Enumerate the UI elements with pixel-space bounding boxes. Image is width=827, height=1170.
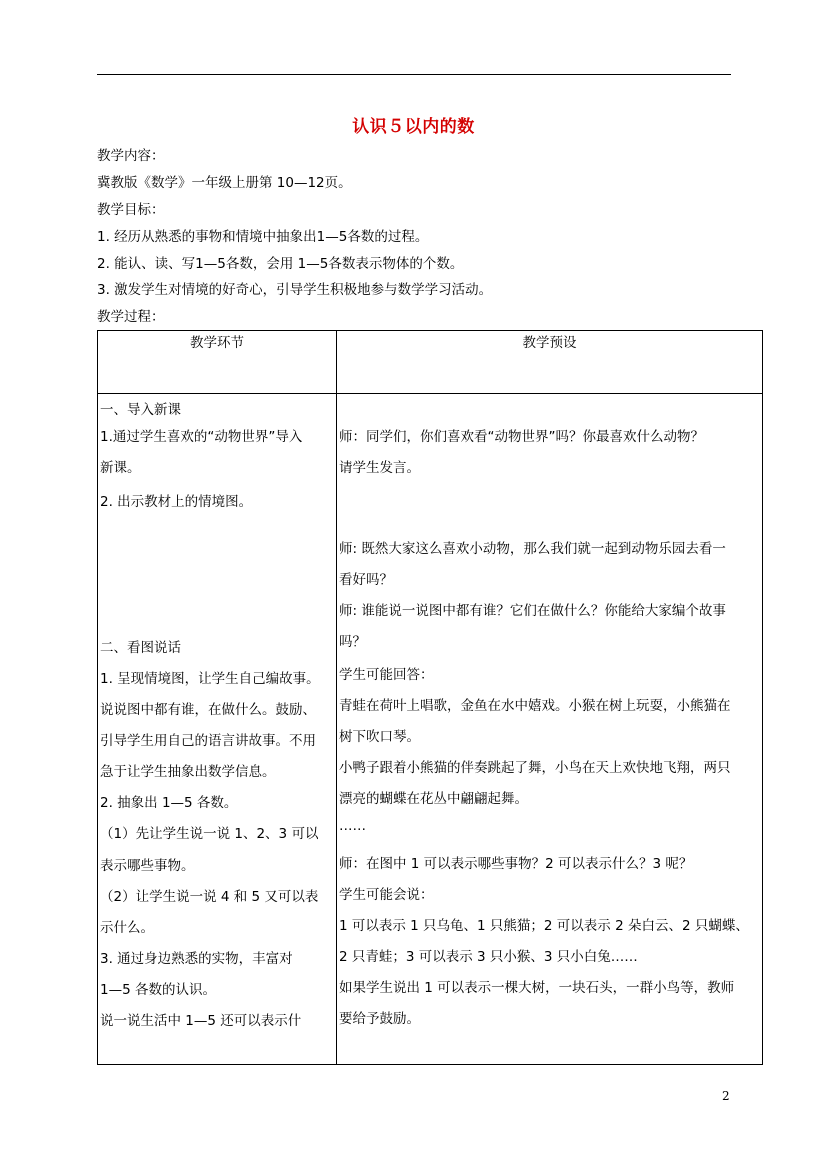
plan-line: 看好吗？ bbox=[339, 572, 393, 588]
plan-line: 漂亮的蝴蝶在花丛中翩翩起舞。 bbox=[339, 791, 528, 807]
plan-line: 2 只青蛙；3 可以表示 3 只小猴、3 只小白兔…… bbox=[339, 949, 638, 965]
stage-line: 表示哪些事物。 bbox=[100, 858, 195, 874]
teaching-stage-cell bbox=[98, 394, 337, 1065]
stage-line: 1. 呈现情境图，让学生自己编故事。 bbox=[100, 671, 320, 687]
stage-line: （2）让学生说一说 4 和 5 又可以表 bbox=[100, 889, 319, 905]
plan-line: 师: 既然大家这么喜欢小动物，那么我们就一起到动物乐园去看一 bbox=[339, 541, 726, 557]
plan-line: 学生可能回答： bbox=[339, 667, 434, 683]
stage-line: 示什么。 bbox=[100, 920, 154, 936]
page-number: 2 bbox=[722, 1089, 730, 1103]
plan-line: …… bbox=[339, 818, 366, 834]
teaching-plan-cell bbox=[337, 394, 763, 1065]
stage-line: 2. 抽象出 1—5 各数。 bbox=[100, 795, 238, 811]
stage-line: 急于让学生抽象出数学信息。 bbox=[100, 764, 276, 780]
intro-line: 冀教版《数学》一年级上册第 10—12页。 bbox=[97, 175, 352, 191]
plan-line: 1 可以表示 1 只乌龟、1 只熊猫；2 可以表示 2 朵白云、2 只蝴蝶、 bbox=[339, 918, 749, 934]
stage-line: 2. 出示教材上的情境图。 bbox=[100, 494, 253, 510]
plan-line: 师：同学们，你们喜欢看“动物世界”吗？你最喜欢什么动物？ bbox=[339, 429, 704, 445]
header-teaching-stage: 教学环节 bbox=[98, 331, 337, 394]
plan-line: 青蛙在荷叶上唱歌，金鱼在水中嬉戏。小猴在树上玩耍，小熊猫在 bbox=[339, 698, 731, 714]
stage-line: 说说图中都有谁，在做什么。鼓励、 bbox=[100, 702, 316, 718]
plan-line: 师: 谁能说一说图中都有谁？它们在做什么？你能给大家编个故事 bbox=[339, 603, 726, 619]
plan-line: 请学生发言。 bbox=[339, 460, 420, 476]
intro-line: 教学过程： bbox=[97, 309, 165, 325]
plan-line: 小鸭子跟着小熊猫的伴奏跳起了舞，小鸟在天上欢快地飞翔，两只 bbox=[339, 760, 731, 776]
header-rule bbox=[97, 74, 731, 75]
header-teaching-plan: 教学预设 bbox=[337, 331, 763, 394]
plan-line: 如果学生说出 1 可以表示一棵大树，一块石头，一群小鸟等，教师 bbox=[339, 980, 735, 996]
stage-line: 新课。 bbox=[100, 460, 141, 476]
stage-line: 3. 通过身边熟悉的实物，丰富对 bbox=[100, 951, 293, 967]
plan-line: 师：在图中 1 可以表示哪些事物？2 可以表示什么？3 呢？ bbox=[339, 856, 693, 872]
table-row bbox=[98, 394, 763, 1065]
intro-line: 3. 激发学生对情境的好奇心，引导学生积极地参与数学学习活动。 bbox=[97, 282, 493, 298]
stage-line: （1）先让学生说一说 1、2、3 可以 bbox=[100, 826, 319, 842]
intro-line: 教学目标： bbox=[97, 202, 165, 218]
stage-line: 二、看图说话 bbox=[100, 640, 181, 656]
intro-line: 1. 经历从熟悉的事物和情境中抽象出1—5各数的过程。 bbox=[97, 229, 429, 245]
plan-line: 树下吹口琴。 bbox=[339, 729, 420, 745]
document-title: 认识５以内的数 bbox=[352, 117, 475, 137]
intro-line: 教学内容： bbox=[97, 148, 165, 164]
stage-line: 说一说生活中 1—5 还可以表示什 bbox=[100, 1013, 302, 1029]
table-header-row bbox=[98, 331, 763, 394]
plan-line: 吗？ bbox=[339, 634, 366, 650]
plan-line: 学生可能会说： bbox=[339, 887, 434, 903]
plan-line: 要给予鼓励。 bbox=[339, 1011, 420, 1027]
stage-line: 一、导入新课 bbox=[100, 402, 181, 418]
teaching-process-table bbox=[97, 330, 763, 1065]
intro-line: 2. 能认、读、写1—5各数，会用 1—5各数表示物体的个数。 bbox=[97, 256, 464, 272]
stage-line: 引导学生用自己的语言讲故事。不用 bbox=[100, 733, 316, 749]
stage-line: 1—5 各数的认识。 bbox=[100, 982, 216, 998]
stage-line: 1.通过学生喜欢的“动物世界”导入 bbox=[100, 429, 303, 445]
